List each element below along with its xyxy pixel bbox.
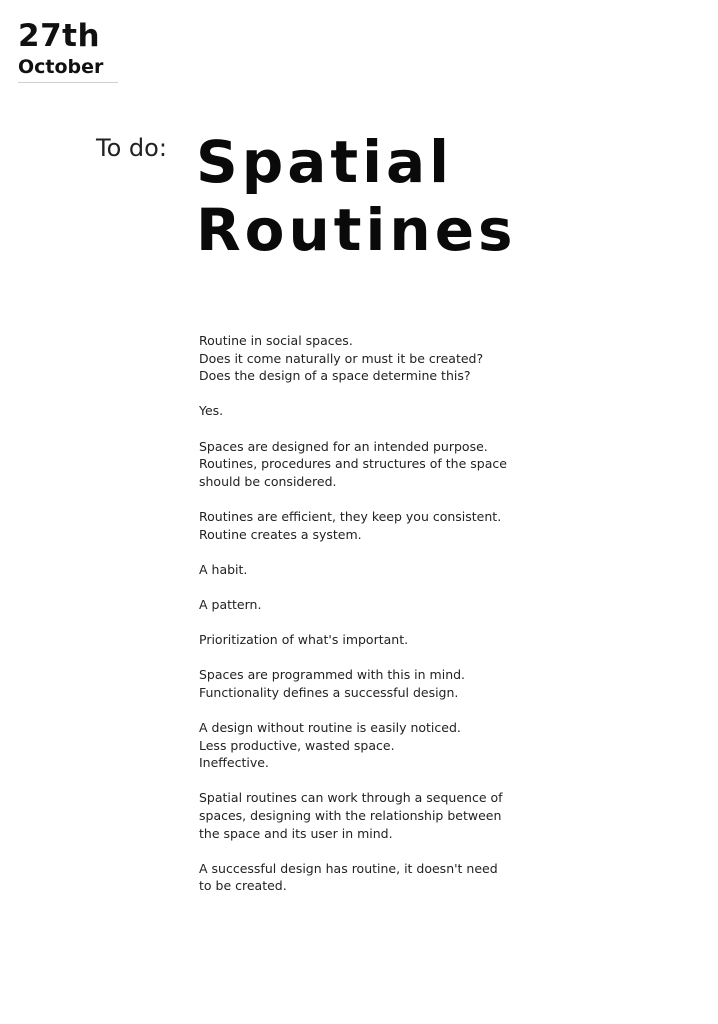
date-month: October (18, 56, 104, 78)
paragraph-line: Routines, procedures and structures of the space (199, 456, 507, 472)
paragraph-line: Yes. (199, 403, 224, 419)
date-header (18, 18, 118, 83)
paragraph-line: to be created. (199, 878, 287, 894)
paragraph-line: A successful design has routine, it doesn't need (199, 860, 498, 876)
paragraph-line: spaces, designing with the relationship between (199, 808, 502, 824)
paragraph-line: Routine in social spaces. (199, 333, 353, 348)
paragraph-line: should be considered. (199, 473, 337, 489)
paragraph-line: Spaces are designed for an intended purpose. (199, 438, 488, 454)
todo-label: To do: (96, 134, 167, 162)
page-title (196, 128, 517, 264)
paragraph-line: A design without routine is easily noticed. (199, 720, 461, 736)
paragraph-line: A habit. (199, 561, 248, 577)
paragraph (199, 789, 529, 842)
paragraph (199, 631, 529, 649)
paragraph (199, 666, 529, 701)
paragraph (199, 719, 529, 772)
paragraph-line: Ineffective. (199, 755, 269, 771)
paragraph (199, 596, 529, 614)
paragraph-line: Less productive, wasted space. (199, 737, 395, 753)
paragraph-line: Spaces are programmed with this in mind. (199, 667, 466, 683)
paragraph (199, 508, 529, 543)
title-line-1: Spatial (196, 128, 454, 196)
date-day: 27th (18, 18, 101, 54)
body-text (199, 332, 529, 913)
title-line-2: Routines (196, 196, 517, 264)
paragraph-line: Routine creates a system. (199, 526, 362, 542)
paragraph (199, 402, 529, 420)
paragraph-line: Functionality defines a successful design. (199, 684, 459, 700)
paragraph (199, 561, 529, 579)
paragraph-line: A pattern. (199, 596, 262, 612)
paragraph-line: Does it come naturally or must it be created? (199, 350, 484, 366)
paragraph-line: Does the design of a space determine this? (199, 368, 471, 384)
paragraph-line: Routines are efficient, they keep you consistent. (199, 508, 502, 524)
paragraph-line: Spatial routines can work through a sequence of (199, 790, 503, 806)
paragraph (199, 332, 529, 385)
paragraph-line: the space and its user in mind. (199, 825, 393, 841)
paragraph (199, 438, 529, 491)
paragraph-line: Prioritization of what's important. (199, 632, 409, 648)
paragraph (199, 860, 529, 895)
